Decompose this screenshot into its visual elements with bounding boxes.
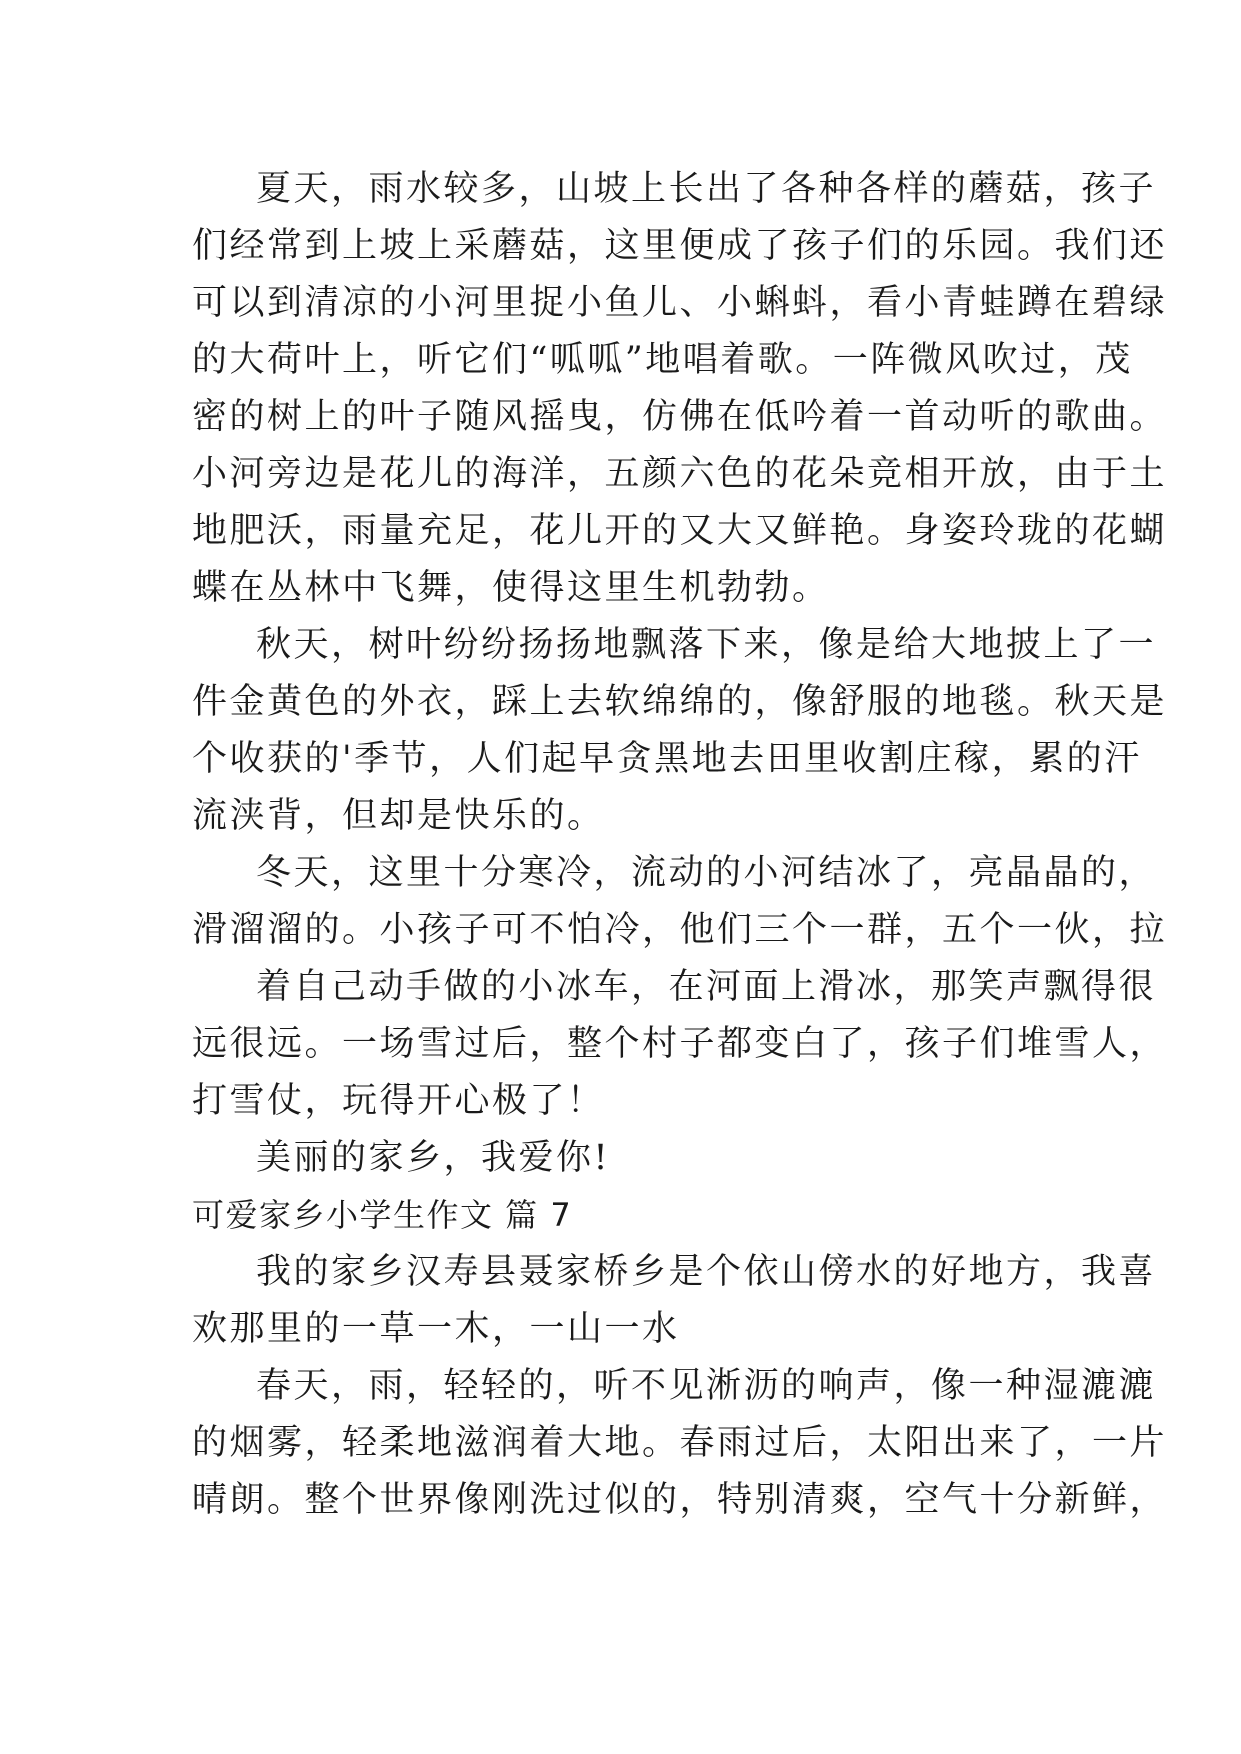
text-line: 小河旁边是花儿的海洋，五颜六色的花朵竞相开放，由于土 [192, 454, 1168, 494]
text-line: 的大荷叶上，听它们“呱呱”地唱着歌。一阵微风吹过，茂 [192, 340, 1133, 380]
text-line: 个收获的'季节，人们起早贪黑地去田里收割庄稼，累的汗 [192, 739, 1142, 779]
text-line: 打雪仗，玩得开心极了！ [192, 1081, 605, 1121]
text-line: 欢那里的一草一木，一山一水 [192, 1309, 680, 1349]
text-line: 件金黄色的外衣，踩上去软绵绵的，像舒服的地毯。秋天是 [192, 682, 1168, 722]
text-line: 秋天，树叶纷纷扬扬地飘落下来，像是给大地披上了一 [256, 625, 1157, 665]
text-line: 冬天，这里十分寒冷，流动的小河结冰了，亮晶晶的， [256, 853, 1157, 893]
text-line: 春天，雨，轻轻的，听不见淅沥的响声，像一种湿漉漉 [256, 1366, 1157, 1406]
text-line: 着自己动手做的小冰车，在河面上滑冰，那笑声飘得很 [256, 967, 1157, 1007]
text-line: 密的树上的叶子随风摇曳，仿佛在低吟着一首动听的歌曲。 [192, 397, 1168, 437]
text-line: 流浃背，但却是快乐的。 [192, 796, 605, 836]
section-heading: 可爱家乡小学生作文 篇 7 [192, 1196, 573, 1234]
text-line: 滑溜溜的。小孩子可不怕冷，他们三个一群，五个一伙，拉 [192, 910, 1168, 950]
text-line: 美丽的家乡，我爱你! [256, 1138, 611, 1178]
text-line: 的烟雾，轻柔地滋润着大地。春雨过后，太阳出来了，一片 [192, 1423, 1168, 1463]
text-line: 地肥沃，雨量充足，花儿开的又大又鲜艳。身姿玲珑的花蝴 [192, 511, 1168, 551]
text-line: 我的家乡汉寿县聂家桥乡是个依山傍水的好地方，我喜 [256, 1252, 1157, 1292]
text-line: 夏天，雨水较多，山坡上长出了各种各样的蘑菇，孩子 [256, 169, 1157, 209]
text-line: 可以到清凉的小河里捉小鱼儿、小蝌蚪，看小青蛙蹲在碧绿 [192, 283, 1168, 323]
text-line: 晴朗。整个世界像刚洗过似的，特别清爽，空气十分新鲜， [192, 1480, 1168, 1520]
text-line: 们经常到上坡上采蘑菇，这里便成了孩子们的乐园。我们还 [192, 226, 1168, 266]
text-line: 远很远。一场雪过后，整个村子都变白了，孩子们堆雪人， [192, 1024, 1168, 1064]
text-line: 蝶在丛林中飞舞，使得这里生机勃勃。 [192, 568, 830, 608]
